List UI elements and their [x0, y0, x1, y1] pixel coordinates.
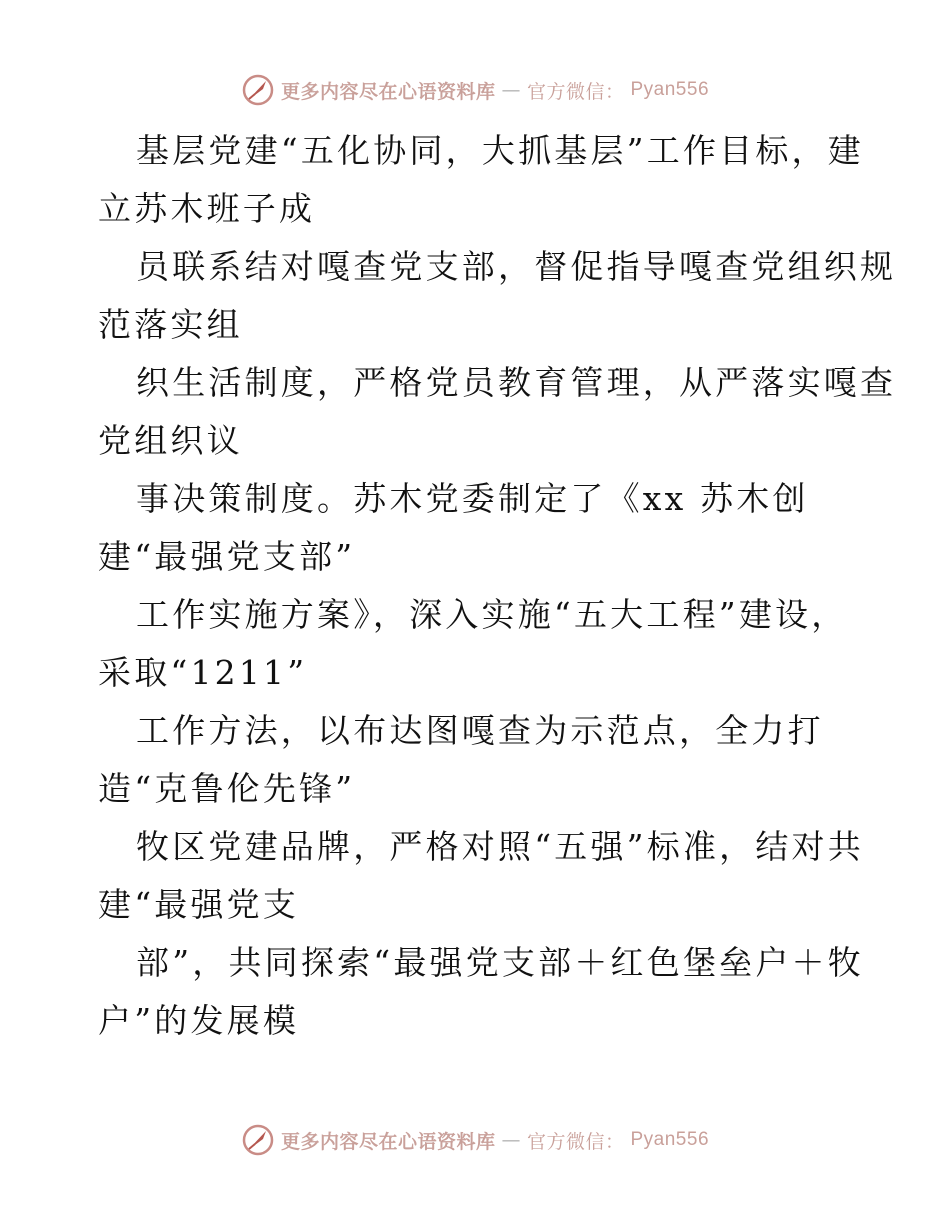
watermark-id: Pyan556	[630, 79, 710, 100]
footer-watermark	[0, 1120, 950, 1160]
watermark-label: 官方微信：	[526, 80, 625, 103]
paragraph	[98, 122, 864, 238]
watermark-text: 更多内容尽在心语资料库	[280, 1130, 496, 1153]
paragraph	[98, 470, 858, 586]
paragraph-line: 采取“1211”	[98, 653, 308, 692]
paragraph-line: 员联系结对嘎查党支部，督促指导嘎查党组织规	[136, 247, 897, 286]
paragraph-line: 户”的发展模	[98, 1001, 300, 1040]
paragraph-line: 立苏木班子成	[98, 189, 316, 228]
feather-logo-icon	[241, 1123, 275, 1157]
paragraph-line: 造“克鲁伦先锋”	[98, 769, 356, 808]
feather-logo-icon	[241, 73, 275, 107]
watermark-text: 更多内容尽在心语资料库	[280, 80, 496, 103]
paragraph	[98, 818, 864, 934]
watermark-id: Pyan556	[630, 1129, 710, 1150]
paragraph	[98, 354, 897, 470]
watermark-label: 官方微信：	[526, 1130, 625, 1153]
paragraph-line: 工作实施方案》，深入实施“五大工程”建设，	[136, 595, 848, 634]
paragraph-line: 牧区党建品牌，严格对照“五强”标准，结对共	[136, 827, 864, 866]
paragraph	[98, 934, 864, 1050]
document-body	[98, 122, 897, 1050]
paragraph	[98, 702, 858, 818]
paragraph-line: 事决策制度。苏木党委制定了《xx 苏木创	[136, 479, 809, 518]
paragraph	[98, 238, 897, 354]
paragraph-line: 基层党建“五化协同，大抓基层”工作目标，建	[136, 131, 864, 170]
paragraph-line: 范落实组	[98, 305, 243, 344]
paragraph-line: 工作方法，以布达图嘎查为示范点，全力打	[136, 711, 824, 750]
paragraph-line: 部”，共同探索“最强党支部＋红色堡垒户＋牧	[136, 943, 864, 982]
paragraph	[98, 586, 858, 702]
paragraph-line: 建“最强党支	[98, 885, 300, 924]
header-watermark	[0, 70, 950, 110]
paragraph-line: 建“最强党支部”	[98, 537, 356, 576]
paragraph-line: 党组织议	[98, 421, 243, 460]
watermark-separator: —	[501, 1129, 521, 1151]
paragraph-line: 织生活制度，严格党员教育管理，从严落实嘎查	[136, 363, 897, 402]
watermark-separator: —	[501, 79, 521, 101]
